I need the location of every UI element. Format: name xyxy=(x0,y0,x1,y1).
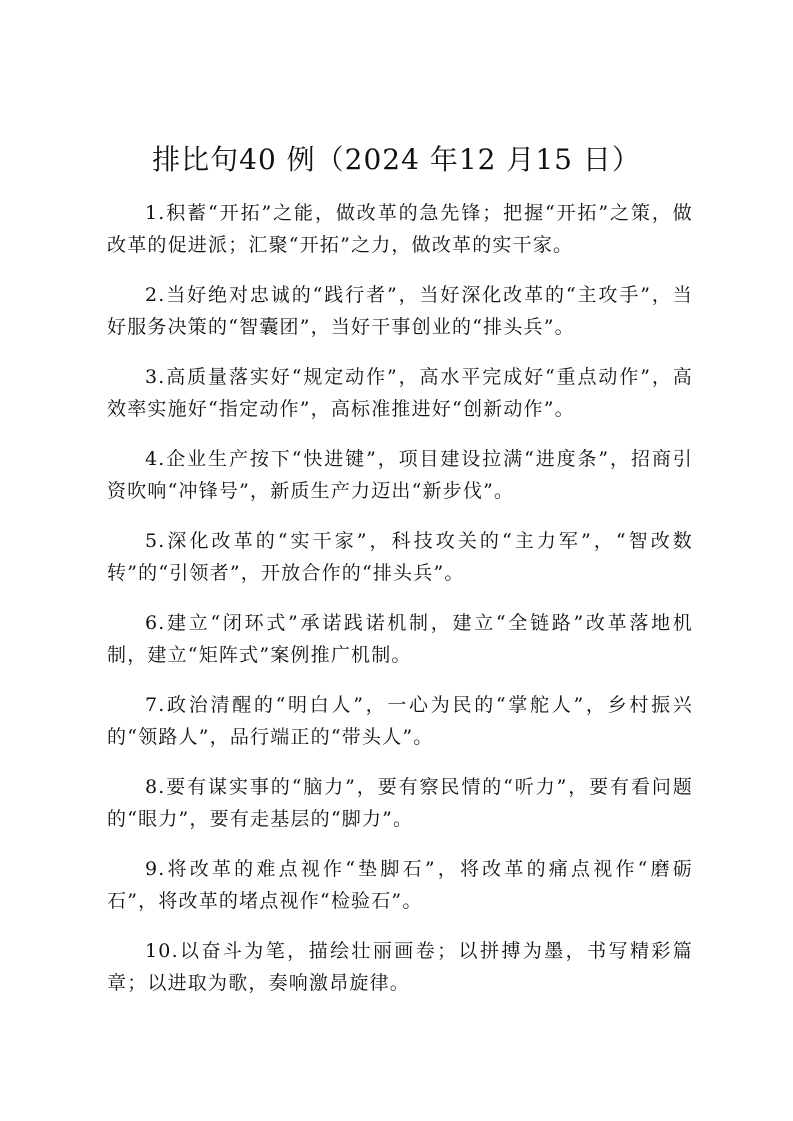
paragraph-8: 8.要有谋实事的“脑力”，要有察民情的“听力”，要有看问题的“眼力”，要有走基层的“脚力”。 xyxy=(107,776,693,830)
document-body xyxy=(107,197,693,1017)
paragraph-4: 4.企业生产按下“快进键”，项目建设拉满“进度条”，招商引资吹响“冲锋号”，新质生产力迈出“新步伐”。 xyxy=(107,448,693,502)
paragraph-6: 6.建立“闭环式”承诺践诺机制，建立“全链路”改革落地机制，建立“矩阵式”案例推广机制。 xyxy=(107,612,693,666)
document-title: 排比句40 例（2024 年12 月15 日） xyxy=(152,143,641,176)
paragraph-9: 9.将改革的难点视作“垫脚石”，将改革的痛点视作“磨砺石”，将改革的堵点视作“检验石”。 xyxy=(107,858,693,912)
paragraph-7: 7.政治清醒的“明白人”，一心为民的“掌舵人”，乡村振兴的“领路人”，品行端正的“带头人”。 xyxy=(107,694,693,748)
paragraph-5: 5.深化改革的“实干家”，科技攻关的“主力军”，“智改数转”的“引领者”，开放合作的“排头兵”。 xyxy=(107,530,693,584)
paragraph-2: 2.当好绝对忠诚的“践行者”，当好深化改革的“主攻手”，当好服务决策的“智囊团”，当好干事创业的“排头兵”。 xyxy=(107,284,693,338)
paragraph-3: 3.高质量落实好“规定动作”，高水平完成好“重点动作”，高效率实施好“指定动作”，高标准推进好“创新动作”。 xyxy=(107,366,693,420)
paragraph-10: 10.以奋斗为笔，描绘壮丽画卷；以拼搏为墨，书写精彩篇章；以进取为歌，奏响激昂旋律。 xyxy=(107,940,693,994)
paragraph-1: 1.积蓄“开拓”之能，做改革的急先锋；把握“开拓”之策，做改革的促进派；汇聚“开拓”之力，做改革的实干家。 xyxy=(107,202,693,256)
